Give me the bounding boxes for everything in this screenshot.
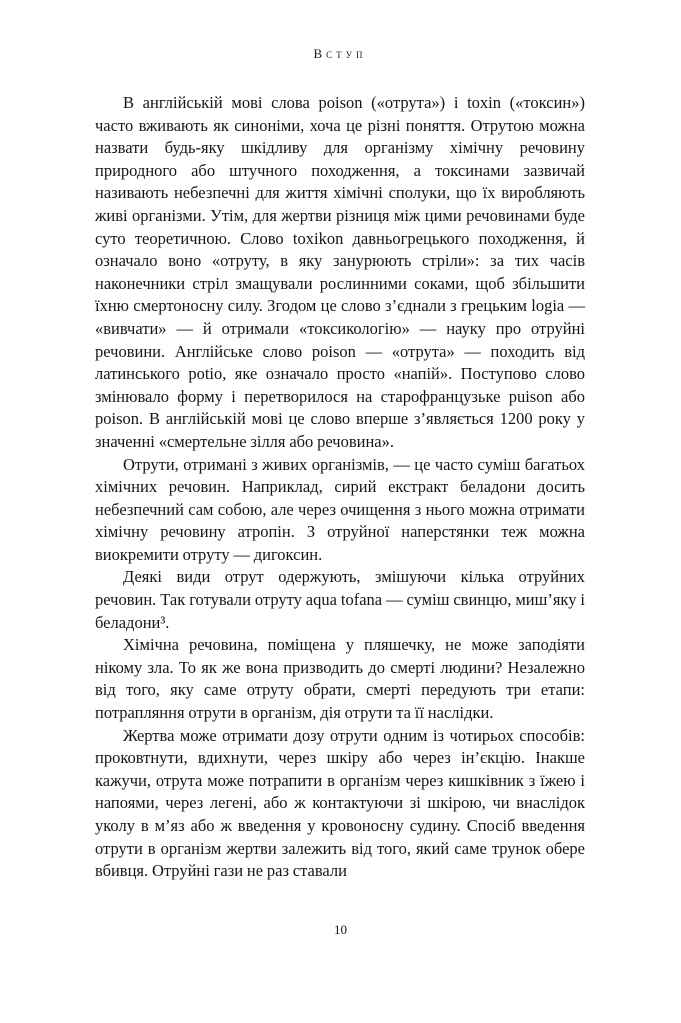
body-paragraph: В англійській мові слова poison («отрута») і toxin («токсин») часто вживають як синоніми, хоча це різні поняття. Отрутою можна назвати будь-яку шкідливу для організму хімічну речовину природного або штучного походження, а токсинами зазвичай називають небезпечні для життя хімічні сполуки, що їх виробляють живі організми. Утім, для жертви різниця між цими речовинами буде суто теоретичною. Слово toxikon давньогрецького походження, й означало воно «отруту, в яку занурюють стріли»: за тих часів наконечники стріл змащували рослинними соками, щоб збільшити їхню смертоносну силу. Згодом це слово з’єднали з грецьким logia — «вивчати» — й отримали «токсикологію» — науку про отруйні речовини. Англійське слово poison — «отрута» — походить від латинського potio, яке означало просто «напій». Поступово слово змінювало форму і перетворилося на старофранцузьке puison або poison. В англійській мові це слово вперше з’являється 1200 року у значенні «смертельне зілля або речовина». — [95, 93, 585, 451]
page-number: 10 — [334, 922, 347, 937]
body-text-block — [95, 92, 585, 883]
chapter-running-head: Вступ — [313, 46, 367, 61]
body-paragraph: Жертва може отримати дозу отрути одним із чотирьох способів: проковтнути, вдихнути, через шкіру або через ін’єкцію. Інакше кажучи, отрута може потрапити в організм через кишківник з їжею і напоями, через легені, або ж контактуючи зі шкірою, чи внаслідок уколу в м’яз або ж введення у кровоносну судину. Спосіб введення отрути в організм жертви залежить від того, який саме трунок обере вбивця. Отруйні гази не раз ставали — [95, 725, 585, 881]
body-paragraph: Хімічна речовина, поміщена у пляшечку, не може заподіяти нікому зла. То як же вона призводить до смерті людини? Незалежно від того, яку саме отруту обрати, смерті передують три етапи: потрапляння отрути в організм, дія отрути та її наслідки. — [95, 635, 585, 723]
body-paragraph: Деякі види отрут одержують, змішуючи кілька отруйних речовин. Так готували отруту aqua tofana — суміш свинцю, миш’яку і беладони³. — [95, 567, 585, 632]
body-paragraph: Отрути, отримані з живих організмів, — це часто суміш багатьох хімічних речовин. Наприклад, сирий екстракт беладони досить небезпечний сам собою, але через очищення з нього можна отримати хімічну речовину атропін. З отруйної наперстянки теж можна виокремити отруту — дигоксин. — [95, 454, 585, 564]
